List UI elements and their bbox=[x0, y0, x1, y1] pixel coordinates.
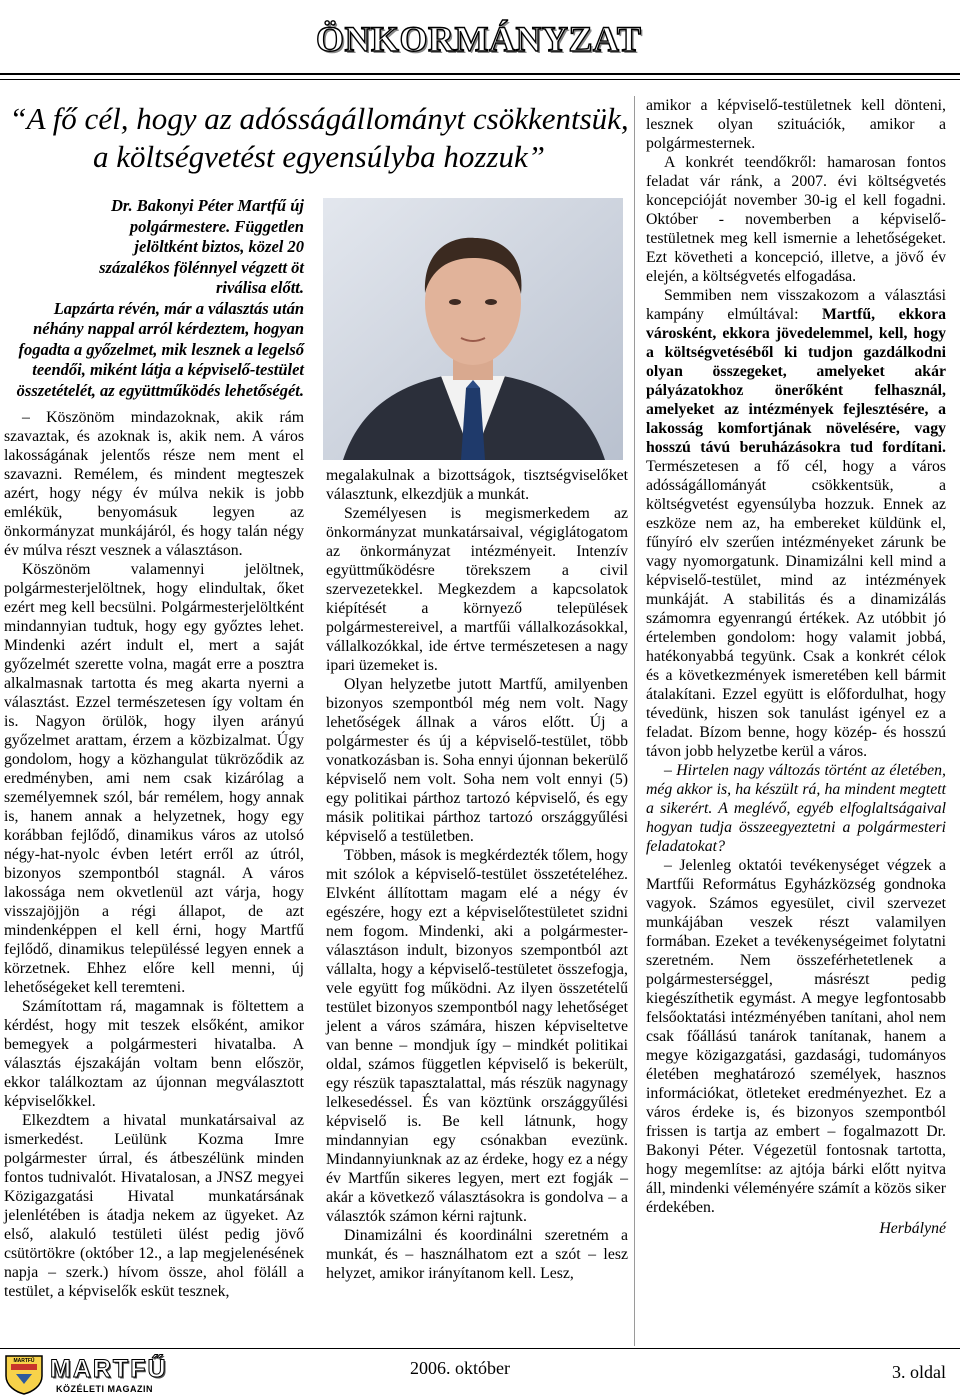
bold-statement: Martfű, ekkora városként, ekkora jövedelemmel, kell, hogy a költségvetéséből ki tudjon gazdálkodni olyan összegeket, amelyeket akár pályázatokhoz önerőként felhasznál, amelyeket az intézmények fejlesztésére, a lakosság komfortjának növelésére, vagy hosszú távú beruházásokra tud fordítani. bbox=[646, 306, 946, 456]
title-rule-top bbox=[0, 73, 960, 75]
paragraph-end: Természetesen a fő cél, hogy a város adósságállományát csökkentsük, a költségvetést egyensúlyba hozzuk. Ennek az eszköze nem az, ha embereket küldünk el, fűnyíró elv szerűen intézményeket zárunk be vagy nyomorgatunk. Dinamizálni kell mind a képviselő-testület, mind az intézmények munkáját. A stabilitás és a dinamizálás számomra egyenrangú értékek. Az utóbbit jó értelemben gondolom: hogy valamit jobbá, hatékonyabbá tegyünk. Csak a konkrét célok és a következmények ismeretében kell bármit átalakítani. Ezzel együtt is előfordulhat, hogy tévedünk, hiszen sok tanulást igényel ez a feladat. Bízom benne, hogy közép- és hosszú távon jobb helyzetbe kerül a város. bbox=[646, 458, 946, 760]
body-paragraph: Számítottam rá, magamnak is föltettem a kérdést, hogy mit teszek elsőként, amikor bemegyek a polgármesteri hivatalba. A választás éjszakáján voltam benn először, ekkor találkoztam az újonnan megválasztott képviselőkkel. bbox=[4, 998, 304, 1110]
column-left bbox=[4, 196, 304, 1301]
body-paragraph: – Köszönöm mindazoknak, akik rám szavaztak, és azoknak is, akik nem. A város lakosságának jelentős része nem ment el szavazni. Remélem, és mindent megteszek azért, hogy négy év múlva nekik is jobb emlékük, benyomásuk legyen az önkormányzat munkájáról, és hogy talán négy év múlva részt vesznek a választáson. bbox=[4, 409, 304, 559]
body-paragraph: Elkezdtem a hivatal munkatársaival az ismerkedést. Leülünk Kozma Imre polgármester úrral, és átbeszélünk minden fontos tudnivalót. Hivatalosan, a JNSZ megyei Közigazgatási Hivatal munkatársának jelenlétében is átadja nekem az ügyeket. Az első, alakuló testületi ülést pedig jövő csütörtökre (október 12., a lap megjelenésének napja – szerk.) hívom össze, ahol föláll a testület, a képviselők esküt tesznek, bbox=[4, 1112, 304, 1300]
body-paragraph: megalakulnak a bizottságok, tisztségviselőket választunk, elkezdjük a munkát. bbox=[326, 467, 628, 503]
body-paragraph: Köszönöm valamennyi jelöltnek, polgármesterjelöltnek, hogy elindultak, őket ezért meg kell becsülni. Polgármesterjelöltként mindannyian tudtuk, hogy egy győztes lehet. Mindenki azért indult el, mert a saját győzelmét szerette volna, magát erre a posztra alkalmasnak tartotta és meg akarta nyerni a választást. Ezzel természetesen így voltam én is. Nagyon örülök, hogy ilyen arányú győzelmet arattam, érzem a közbizalmat. Úgy gondolom, hogy a közhangulat tükröződik az eredményben, ami nem csak kizárólag a személyemnek szól, bár remélem, hogy annak is, hanem annak a helyzetnek, hogy egy korábban fejlődő, dinamikus város az utolsó négy-hat-nyolc évben letért erről az útról, bizonyos szempontból stagnál. A város lakossága nem okvetlenül azt várja, hogy visszajöjjön a régi állapot, de azt mindenképpen el kell érni, hogy Martfű fejlődő, dinamikus településsé legyen ennek a körzetnek. Ehhez előre kell menni, új lehetőségeket kell teremteni. bbox=[4, 561, 304, 996]
title-rule-bottom bbox=[0, 79, 960, 80]
body-paragraph-emphasis bbox=[646, 286, 946, 761]
body-paragraph: amikor a képviselő-testületnek kell dönteni, lesznek olyan szituációk, amikor a polgármesternek. bbox=[646, 97, 946, 152]
logo-name: MARTFŰ bbox=[50, 1355, 168, 1383]
page-number: 3. oldal bbox=[892, 1362, 946, 1382]
column-right bbox=[646, 96, 946, 1238]
interview-question: – Hirtelen nagy változás történt az életében, még akkor is, ha készült rá, ha mindent megtett a sikerért. A meglévő, egyéb elfoglaltságaival hogyan tudja összeegyeztetni a polgármesteri feladatokat? bbox=[646, 762, 946, 855]
column-middle bbox=[326, 466, 628, 1283]
article-headline bbox=[8, 100, 630, 176]
headline-line-2: a költségvetést egyensúlyba hozzuk” bbox=[93, 139, 545, 174]
headline-line-1: “A fő cél, hogy az adósságállományt csökkentsük, bbox=[9, 101, 629, 136]
portrait-photo-icon bbox=[323, 198, 623, 460]
magazine-logo bbox=[2, 1352, 172, 1396]
paragraph-start: Semmiben nem visszakozom a választási kampány elmúltával: bbox=[646, 287, 946, 323]
section-title: ÖNKORMÁNYZAT bbox=[316, 19, 642, 59]
body-paragraph: Olyan helyzetbe jutott Martfű, amilyenben bizonyos szempontból még nem volt. Nagy lehetőségek állnak a város előtt. Új a polgármester és új a képviselő-testület, több vonatkozásban is. Soha ennyi újonnan bekerülő képviselő nem volt. Soha nem volt ennyi (5) egy politikai párthoz tartozó képviselő, és egy másik politikai párthoz tartozó országgyűlési képviselő a testületben. bbox=[326, 676, 628, 845]
crest-text: MARTFŰ bbox=[13, 1358, 35, 1364]
author-signature: Herbályné bbox=[879, 1220, 946, 1237]
column-divider bbox=[634, 96, 635, 1346]
body-paragraph: Többen, mások is megkérdezték tőlem, hogy mit szólok a képviselő-testület összetételéhez. Elvként állítottam magam elé a négy év egészére, hogy ezt a képviselőtestületet szidni nem fogom. Mindenki, aki a polgármester-választáson indult, bizonyos szempontból azt vállalta, hogy a képviselő-testületet összefogja, vele együtt fog működni. Az ilyen összetételű testület bizonyos szempontból nagy lehetőséget jelent a város számára, hiszen képviseltetve van benne – mondjuk így – mindkét politikai oldal, számos független képviselő is bekerült, egy részük tapasztalattal, más részük nagynagy lelkesedéssel. És van köztünk országgyűlési képviselő is. Be kell látnunk, hogy mindannyian egy csónakban evezünk. Mindannyiunknak az az érdeke, hogy ez a négy év Martfűn sikeres legyen, mert ezt fogják – akár a következő választásokra is gondolva – a választók számon kérni rajtunk. bbox=[326, 847, 628, 1225]
body-paragraph: – Jelenleg oktatói tevékenységet végzek a Martfűi Református Egyházközség gondnoka vagyok. Számos egyesület, civil szervezet munkájában veszek részt valamilyen formában. Ezeket a tevékenységeimet folytatni szeretném. Nem összeférhetetlenek a polgármesterséggel, másrészt pedig kiegészíthetik egymást. A megye legfontosabb felsőoktatási intézményében tanítani, ahol nem csak főállású tanárok tanítanak, hanem a megye közigazgatási, gazdasági, tudományos életében meghatározó személyek, hasznos információkat, ötleteket eredményezhet. Ez a város érdeke is, és bizonyos szempontból frissen is tartja az embert – fogalmazott Dr. Bakonyi Péter. Végezetül fontosnak tartotta, hogy megemlítse: az ajtója bárki előtt nyitva áll, mindenki véleményére számít a közös siker érdekében. bbox=[646, 857, 946, 1216]
lead-question: Lapzárta révén, már a választás után néhány nappal arról kérdeztem, hogyan fogadta a győzelmet, mik lesznek a legelső teendői, miként látja a képviselő-testület összetételét, az együttműködés lehetőségét. bbox=[16, 298, 304, 400]
body-paragraph: Személyesen is megismerkedem az önkormányzat munkatársaival, végiglátogatom az önkormányzat intézményeit. Intenzív együttműködésre törekszem a civil szervezetekkel. Megkezdem a kapcsolatok kiépítését a környező települések polgármestereivel, a martfűi vállalkozásokkal, vállalkozókkal, ide értve természetesen a nagy ipari üzemeket is. bbox=[326, 505, 628, 674]
portrait-photo bbox=[323, 198, 623, 460]
issue-date: 2006. október bbox=[410, 1358, 510, 1378]
crest-icon bbox=[2, 1352, 46, 1396]
logo-subtitle: KÖZÉLETI MAGAZIN bbox=[56, 1384, 153, 1394]
body-paragraph: Dinamizálni és koordinálni szeretném a munkát, és – használhatom ezt a szót – lesz helyzet, amikor irányítanom kell. Lesz, bbox=[326, 1227, 628, 1282]
lead-intro: Dr. Bakonyi Péter Martfű új polgármestere. Független jelöltként biztos, közel 20 százalékos fölénnyel végzett öt riválisa előtt. bbox=[99, 196, 304, 297]
footer-rule bbox=[0, 1348, 960, 1349]
body-paragraph: A konkrét teendőkről: hamarosan fontos feladat vár ránk, a 2007. évi költségvetés koncepcióját november 30-ig el kell fogadni. Október - novemberben a képviselő-testületnek meg kell ismernie a lehetőségeket. Ezt követheti a koncepció, illetve, a jövő év elején, a költségvetés elfogadása. bbox=[646, 154, 946, 285]
